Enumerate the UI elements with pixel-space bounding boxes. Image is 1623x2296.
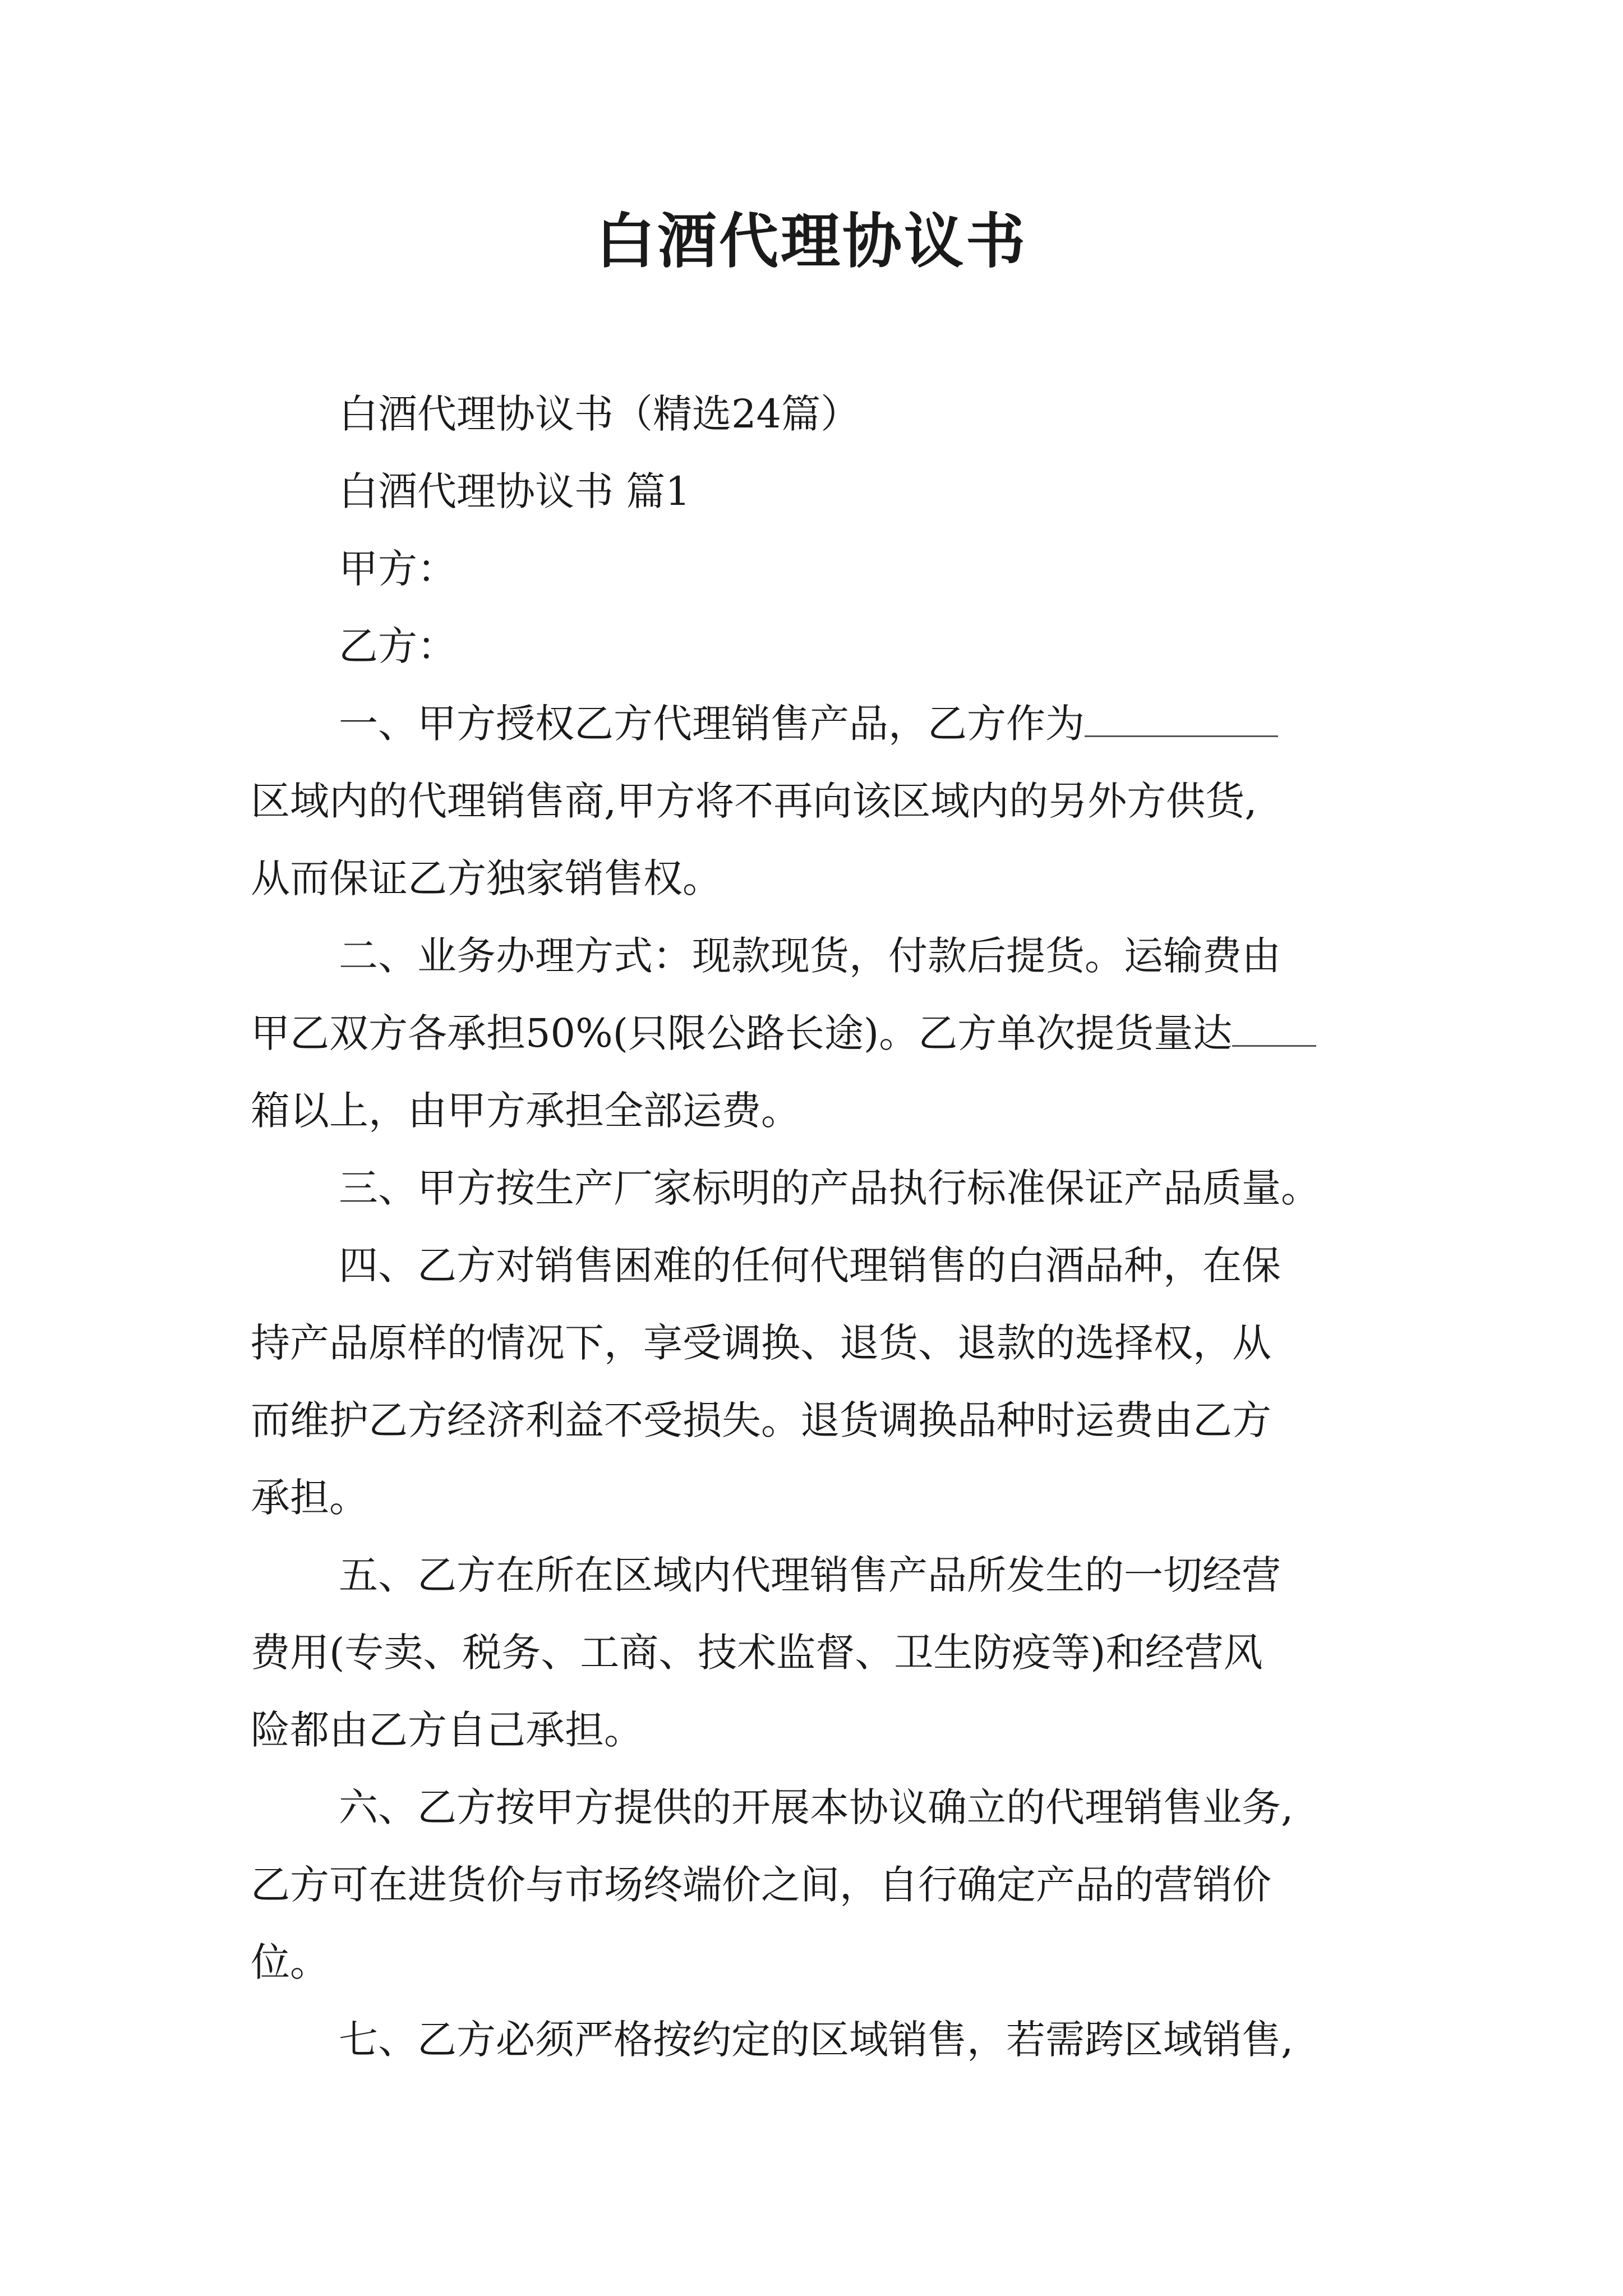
clause-7-line-1: 七、乙方必须严格按约定的区域销售，若需跨区域销售, [339, 2017, 1294, 2063]
clause-6-line-2: 乙方可在进货价与市场终端价之间，自行确定产品的营销价 [251, 1862, 1271, 1908]
clause-1-line-2: 区域内的代理销售商,甲方将不再向该区域内的另外方供货, [251, 778, 1257, 824]
clause-4-line-3: 而维护乙方经济利益不受损失。退货调换品种时运费由乙方 [251, 1397, 1271, 1443]
clause-6-line-3: 位。 [251, 1939, 329, 1985]
clause-6-line-1: 六、乙方按甲方提供的开展本协议确立的代理销售业务, [339, 1784, 1294, 1830]
clause-5-line-3: 险都由乙方自己承担。 [251, 1707, 643, 1753]
clause-5-line-1: 五、乙方在所在区域内代理销售产品所发生的一切经营 [339, 1552, 1281, 1598]
clause-3-line-1: 三、甲方按生产厂家标明的产品执行标准保证产品质量。 [339, 1165, 1320, 1211]
party-b-label: 乙方： [339, 623, 457, 669]
section-heading: 白酒代理协议书 篇1 [339, 468, 690, 514]
clause-1-line-1 [339, 696, 1278, 752]
clause-5-line-2: 费用(专卖、税务、工商、技术监督、卫生防疫等)和经营风 [251, 1630, 1263, 1676]
clause-1-line-3: 从而保证乙方独家销售权。 [251, 855, 722, 901]
clause-4-line-2: 持产品原样的情况下，享受调换、退货、退款的选择权，从 [251, 1320, 1271, 1366]
clause-4-line-1: 四、乙方对销售困难的任何代理销售的白酒品种，在保 [339, 1243, 1281, 1289]
document-subtitle: 白酒代理协议书（精选24篇） [339, 391, 860, 437]
clause-2-text: 甲乙双方各承担50%(只限公路长途)。乙方单次提货量达 [251, 1010, 1233, 1056]
clause-2-line-3: 箱以上，由甲方承担全部运费。 [251, 1088, 800, 1134]
clause-1-text: 一、甲方授权乙方代理销售产品，乙方作为 [339, 701, 1085, 747]
party-a-label: 甲方： [339, 546, 457, 592]
clause-4-line-4: 承担。 [251, 1475, 368, 1521]
document-title: 白酒代理协议书 [596, 206, 1027, 276]
clause-2-line-2 [251, 1005, 1316, 1061]
region-blank [1085, 696, 1278, 737]
quantity-blank [1232, 1006, 1316, 1047]
clause-2-line-1: 二、业务办理方式：现款现货，付款后提货。运输费由 [339, 933, 1281, 979]
